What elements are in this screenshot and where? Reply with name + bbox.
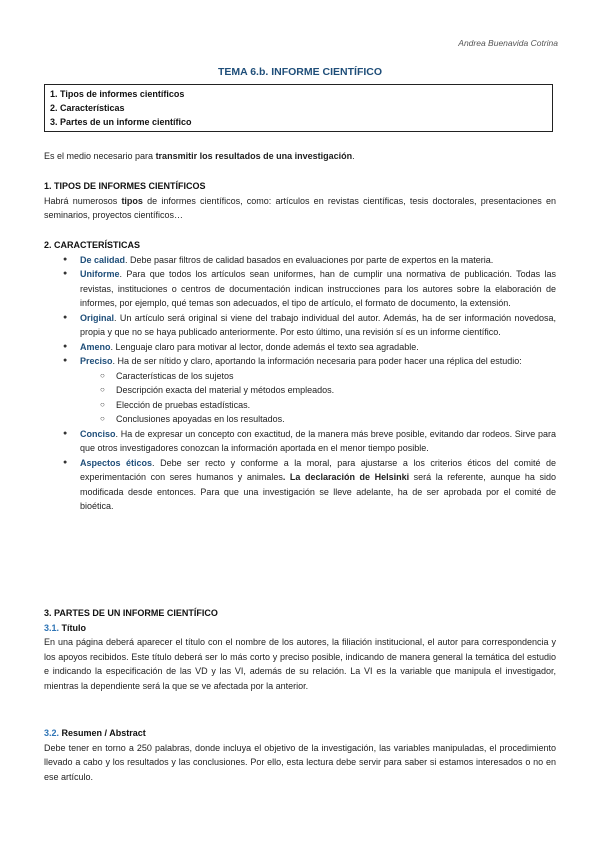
section-1-paragraph: Habrá numerosos tipos de informes científicos, como: artículos en revistas científicas, tesis doctorales, presentaciones en seminarios, proyectos científicos… [44, 195, 556, 220]
list-item: ● Aspectos éticos. Debe ser recto y conforme a la moral, para ajustarse a los criterios éticos del comité de experimentación con seres humanos y animales. La declaración de Helsinki será la referente, aunque ha sido modificada desde entonces. Para que una investigación se lleve adelante, ha de ser aprobada por el comité de bioética. [44, 456, 556, 514]
characteristics-list [44, 253, 556, 514]
table-of-contents [44, 84, 553, 132]
section-3 [44, 606, 556, 693]
section-3-2 [44, 726, 556, 784]
sub-list-item: ○ Conclusiones apoyadas en los resultados. [80, 412, 556, 427]
header-author: Andrea Buenavida Cotrina [458, 38, 558, 48]
precision-sublist [80, 369, 556, 427]
list-item: ● Uniforme. Para que todos los artículos sean uniformes, han de cumplir una normativa de publicación. Todas las revistas, instituciones o centros de documentación indican instrucciones para los autores sobre la elaboración de informes, por ejemplo, qué temas son adecuados, el tipo de artículo, el formato de documento, la extensión. [44, 267, 556, 311]
section-heading: 1. TIPOS DE INFORMES CIENTÍFICOS [44, 181, 206, 191]
toc-item: 3. Partes de un informe científico [50, 117, 192, 127]
page-title: TEMA 6.b. INFORME CIENTÍFICO [217, 66, 383, 78]
subsection-paragraph: Debe tener en torno a 250 palabras, donde incluya el objetivo de la investigación, las variables manipuladas, el procedimiento llevado a cabo y los resultados y las conclusiones. Por ello, esta lectura debe servir para saber si estamos interesados o no en ese artículo. [44, 742, 556, 782]
list-item: ● Conciso. Ha de expresar un concepto con exactitud, de la manera más breve posible, evitando dar rodeos. Sirve para que otros investigadores conozcan la información aportada en el menor tiempo posible. [44, 427, 556, 456]
list-item: ● Original. Un artículo será original si viene del trabajo individual del autor. Además, ha de ser información novedosa, propia y que no se haya publicado anteriormente. Por esto último, una revisión sí es un informe científico. [44, 311, 556, 340]
list-item: ● De calidad. Debe pasar filtros de calidad basados en evaluaciones por parte de expertos en la materia. [44, 253, 556, 268]
subsection-paragraph: En una página deberá aparecer el título con el nombre de los autores, la filiación institucional, el autor para correspondencia y los apoyos recibidos. Este título deberá ser lo más corto y preciso posible, indicando de manera general la temática del estudio e indicando la especificación de las VD y las VI, además de su relación. La VI es la variable que manipula el investigador, mientras la dependiente será la que se ve afectada por la anterior. [44, 637, 556, 691]
subsection-title: 3.2. Resumen / Abstract [44, 728, 146, 738]
list-item: ● Ameno. Lenguaje claro para motivar al lector, donde además el texto sea agradable. [44, 340, 556, 355]
sub-list-item: ○ Elección de pruebas estadísticas. [80, 398, 556, 413]
list-item: ● Preciso. Ha de ser nítido y claro, aportando la información necesaria para poder hacer una réplica del estudio: ○ Características de los sujetos ○ Descripción exacta del material y métodos empleados. ○ Elección de pruebas estadísticas. ○ Conclusiones apoyadas en los resultados. [44, 354, 556, 427]
section-2 [44, 238, 556, 514]
toc-item: 2. Características [50, 103, 125, 113]
section-heading: 2. CARACTERÍSTICAS [44, 240, 141, 250]
subsection-title: 3.1. Título [44, 622, 87, 633]
toc-item: 1. Tipos de informes científicos [50, 89, 185, 99]
sub-list-item: ○ Descripción exacta del material y métodos empleados. [80, 383, 556, 398]
section-heading: 3. PARTES DE UN INFORME CIENTÍFICO [44, 608, 218, 618]
intro-paragraph: Es el medio necesario para transmitir los resultados de una investigación. [44, 151, 355, 161]
sub-list-item: ○ Características de los sujetos [80, 369, 556, 384]
section-1 [44, 179, 556, 223]
